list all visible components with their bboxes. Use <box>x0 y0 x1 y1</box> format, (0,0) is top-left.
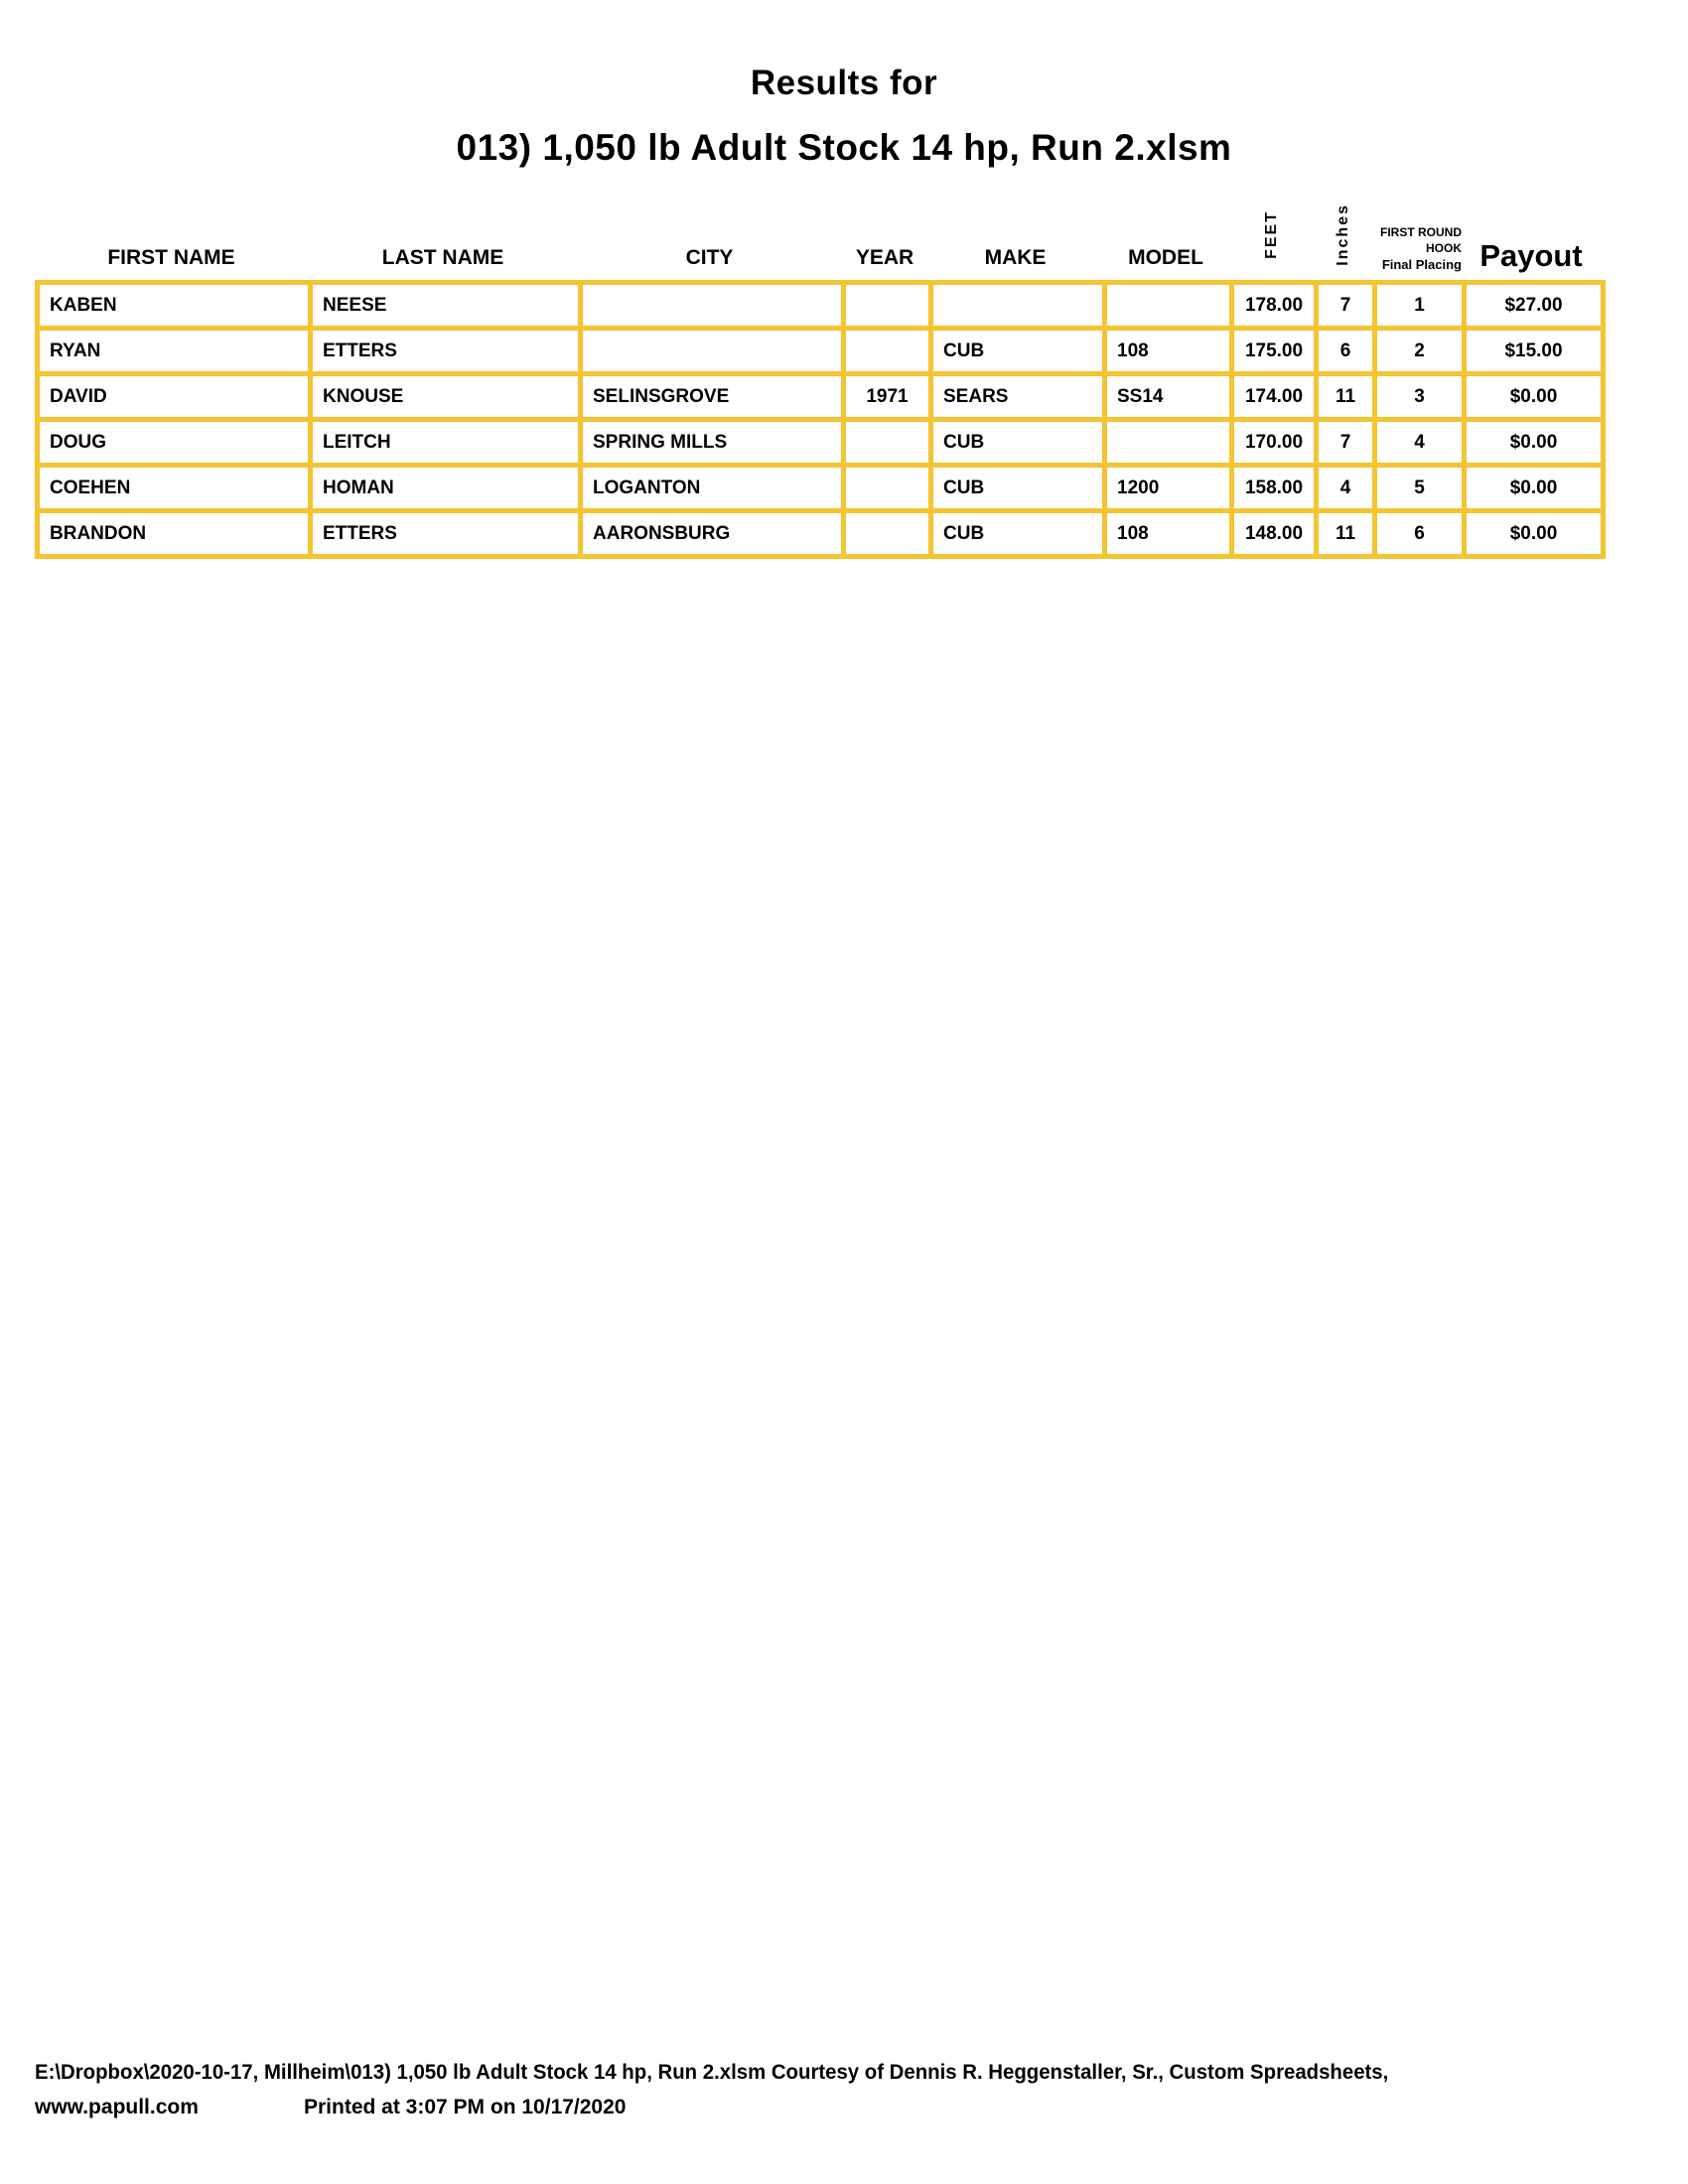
cell-model: 108 <box>1105 511 1232 557</box>
cell-city: SELINSGROVE <box>581 374 844 420</box>
column-header-model: MODEL <box>1128 246 1203 269</box>
cell-model <box>1105 283 1232 329</box>
cell-final-placing: 4 <box>1375 420 1465 466</box>
cell-inches: 11 <box>1317 374 1375 420</box>
cell-payout: $15.00 <box>1465 329 1604 374</box>
cell-last-name: ETTERS <box>311 511 581 557</box>
page-subtitle-filename: 013) 1,050 lb Adult Stock 14 hp, Run 2.xlsm <box>456 127 1232 168</box>
column-header-first-name: FIRST NAME <box>107 246 235 269</box>
column-header-last-name: LAST NAME <box>381 246 504 269</box>
cell-make: CUB <box>931 329 1105 374</box>
cell-year <box>844 283 931 329</box>
table-row <box>38 466 1604 511</box>
cell-inches: 7 <box>1317 420 1375 466</box>
results-table <box>35 280 1606 559</box>
cell-feet: 178.00 <box>1232 283 1317 329</box>
column-header-feet <box>1229 189 1314 280</box>
footer-second-line <box>35 2096 1663 2121</box>
cell-payout: $0.00 <box>1465 466 1604 511</box>
footer-print-timestamp: Printed at 3:07 PM on 10/17/2020 <box>304 2096 627 2118</box>
cell-payout: $27.00 <box>1465 283 1604 329</box>
cell-inches: 4 <box>1317 466 1375 511</box>
cell-first-name: RYAN <box>38 329 311 374</box>
cell-first-name: COEHEN <box>38 466 311 511</box>
cell-inches: 11 <box>1317 511 1375 557</box>
table-row <box>38 329 1604 374</box>
cell-final-placing: 1 <box>1375 283 1465 329</box>
cell-make: CUB <box>931 420 1105 466</box>
table-row <box>38 511 1604 557</box>
cell-payout: $0.00 <box>1465 511 1604 557</box>
cell-city: LOGANTON <box>581 466 844 511</box>
column-header-make: MAKE <box>984 246 1047 269</box>
column-header-final-placing <box>1372 189 1462 280</box>
column-header-inches-label: Inches <box>1334 203 1351 266</box>
final-placing-header-line3: Final Placing <box>1381 257 1462 273</box>
cell-final-placing: 5 <box>1375 466 1465 511</box>
cell-last-name: LEITCH <box>311 420 581 466</box>
cell-make: CUB <box>931 511 1105 557</box>
cell-year <box>844 329 931 374</box>
table-row <box>38 374 1604 420</box>
results-table-area <box>35 189 1606 559</box>
cell-year: 1971 <box>844 374 931 420</box>
page-footer <box>35 2061 1663 2121</box>
cell-model: 108 <box>1105 329 1232 374</box>
cell-model: 1200 <box>1105 466 1232 511</box>
column-header-payout: Payout <box>1479 238 1583 273</box>
cell-last-name: HOMAN <box>311 466 581 511</box>
cell-first-name: DOUG <box>38 420 311 466</box>
cell-make: SEARS <box>931 374 1105 420</box>
column-header-inches <box>1314 189 1372 280</box>
footer-website: www.papull.com <box>35 2096 199 2118</box>
cell-feet: 174.00 <box>1232 374 1317 420</box>
title-block <box>0 64 1688 169</box>
footer-file-path-credit: E:\Dropbox\2020-10-17, Millheim\013) 1,050 lb Adult Stock 14 hp, Run 2.xlsm Courtesy of Dennis R. Heggenstaller, Sr., Custom Spreadsheets, <box>35 2061 1389 2084</box>
cell-final-placing: 3 <box>1375 374 1465 420</box>
cell-feet: 148.00 <box>1232 511 1317 557</box>
cell-last-name: NEESE <box>311 283 581 329</box>
results-table-body <box>38 283 1604 557</box>
cell-city <box>581 329 844 374</box>
column-header-year: YEAR <box>855 246 914 269</box>
column-header-feet-label: FEET <box>1262 209 1280 259</box>
cell-year <box>844 466 931 511</box>
cell-payout: $0.00 <box>1465 374 1604 420</box>
cell-first-name: KABEN <box>38 283 311 329</box>
cell-city: AARONSBURG <box>581 511 844 557</box>
cell-city <box>581 283 844 329</box>
cell-last-name: KNOUSE <box>311 374 581 420</box>
cell-payout: $0.00 <box>1465 420 1604 466</box>
cell-city: SPRING MILLS <box>581 420 844 466</box>
cell-feet: 175.00 <box>1232 329 1317 374</box>
cell-final-placing: 6 <box>1375 511 1465 557</box>
cell-final-placing: 2 <box>1375 329 1465 374</box>
table-header-row <box>35 189 1606 280</box>
cell-inches: 6 <box>1317 329 1375 374</box>
final-placing-header-line1: FIRST ROUND <box>1380 225 1462 240</box>
cell-inches: 7 <box>1317 283 1375 329</box>
page-title: Results for <box>750 64 938 102</box>
cell-feet: 158.00 <box>1232 466 1317 511</box>
cell-model <box>1105 420 1232 466</box>
cell-feet: 170.00 <box>1232 420 1317 466</box>
cell-make <box>931 283 1105 329</box>
cell-model: SS14 <box>1105 374 1232 420</box>
cell-make: CUB <box>931 466 1105 511</box>
table-row <box>38 420 1604 466</box>
cell-first-name: BRANDON <box>38 511 311 557</box>
table-row <box>38 283 1604 329</box>
cell-year <box>844 511 931 557</box>
cell-last-name: ETTERS <box>311 329 581 374</box>
column-header-city: CITY <box>685 246 734 269</box>
cell-year <box>844 420 931 466</box>
final-placing-header-line2: HOOK <box>1426 241 1462 256</box>
cell-first-name: DAVID <box>38 374 311 420</box>
